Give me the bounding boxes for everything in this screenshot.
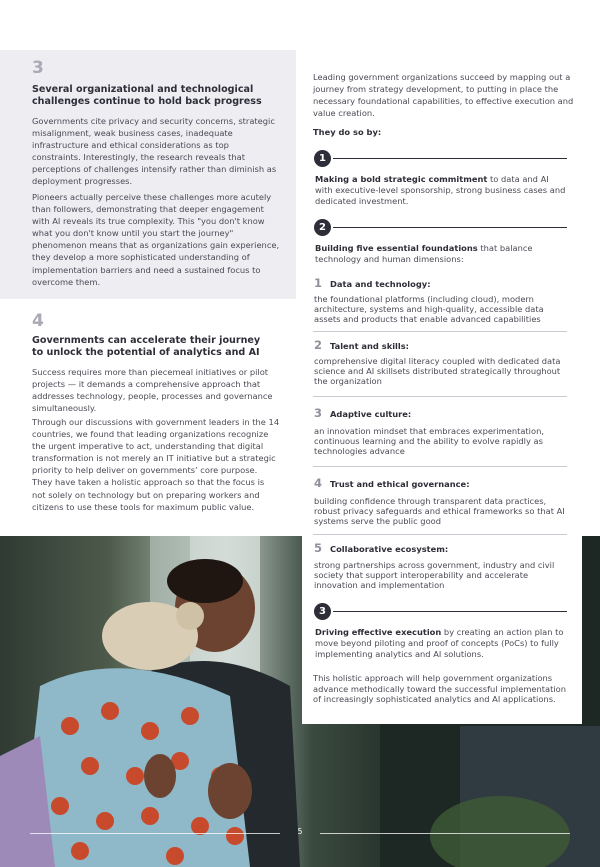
step-1-text [315, 174, 567, 207]
section-3-para2: Pioneers actually perceive these challenges more acutely than followers, demonstrating that deeper engagement with AI reveals its true complexity. This "you don't know what you don't know until you start the journey" phenomenon means that as organizations gain experience, they develop a more sophisticated understanding of implementation barriers and need a sustained focus to overcome them. [32, 192, 280, 287]
section-3-number: 3 [32, 58, 44, 78]
section-4-number: 4 [32, 311, 44, 331]
foundation-divider [313, 331, 567, 332]
page-number: 5 [297, 827, 303, 836]
section-4-heading-line2: to unlock the potential of analytics and AI [32, 346, 260, 358]
section-4-heading-line1: Governments can accelerate their journey [32, 335, 261, 346]
foundation-4-desc: building confidence through transparent data practices, robust privacy safeguards and ethical frameworks so that AI systems serve the public good [314, 496, 565, 527]
section-3-para1: Governments cite privacy and security concerns, strategic misalignment, weak business cases, inadequate infrastructure and ethical considerations as top constraints. Interestingly, the research reveals that perceptions of challenges intensify rather than diminish as deployment progresses. [32, 116, 277, 187]
foundation-divider [313, 534, 567, 535]
section-4-heading [32, 335, 272, 358]
step-2-bold: Building five essential foundations [315, 243, 478, 253]
section-3-heading-line1: Several organizational and technological [32, 84, 254, 95]
foundation-3-title: Adaptive culture: [330, 409, 412, 419]
step-2-text [315, 243, 567, 265]
step-2-rest: that balance technology and human dimensions: [315, 243, 533, 264]
section-4-para1: Success requires more than piecemeal initiatives or pilot projects — it demands a comprehensive approach that addresses technology, people, processes and governance simultaneously. [32, 367, 273, 414]
step-3-badge: 3 [314, 603, 331, 620]
intro-paragraph: Leading government organizations succeed by mapping out a journey from strategy development, to putting in place the necessary foundational capabilities, to effective execution and value creation. [313, 72, 574, 119]
foundation-divider [313, 396, 567, 397]
step-3-text [315, 627, 567, 660]
step-1-rest: to data and AI with executive-level sponsorship, strong business cases and dedicated investment. [315, 174, 566, 206]
right-panel [302, 50, 582, 724]
section-3-heading [32, 84, 272, 107]
foundation-3-number: 3 [314, 406, 323, 420]
foundation-1-title: Data and technology: [330, 279, 431, 289]
step-1-badge: 1 [314, 150, 331, 167]
foundation-1-number: 1 [314, 276, 323, 290]
foundation-4-title: Trust and ethical governance: [330, 479, 470, 489]
footer-rule-right [320, 833, 570, 834]
step-1-rule [333, 158, 567, 159]
foundation-1-desc: the foundational platforms (including cloud), modern architecture, systems and high-quality, accessible data assets and products that enable advanced capabilities [314, 294, 544, 325]
they-do-so-label: They do so by: [313, 127, 382, 137]
footer-rule-left [30, 833, 280, 834]
foundation-5-number: 5 [314, 541, 323, 555]
foundation-4-number: 4 [314, 476, 323, 490]
foundation-3-desc: an innovation mindset that embraces experimentation, continuous learning and the ability to evolve rapidly as technologies advance [314, 426, 544, 457]
foundation-5-desc: strong partnerships across government, industry and civil society that support interoperability and accelerate innovation and implementation [314, 560, 555, 591]
foundation-2-title: Talent and skills: [330, 341, 409, 351]
step-3-rule [333, 611, 567, 612]
foundation-2-number: 2 [314, 338, 323, 352]
foundation-divider [313, 466, 567, 467]
closing-paragraph: This holistic approach will help government organizations advance methodically toward the successful implementation of increasingly sophisticated analytics and AI applications. [313, 673, 566, 704]
step-3-rest: by creating an action plan to move beyond piloting and proof of concepts (PoCs) to fully implementing analytics and AI solutions. [315, 627, 564, 659]
step-2-badge: 2 [314, 219, 331, 236]
section-4-para2: Through our discussions with government leaders in the 14 countries, we found that leading organizations recognize the urgent imperative to act, understanding that digital transformation is not merely an IT initiative but a strategic priority to help deliver on governments’ core purpose. They have taken a holistic approach so that the focus is not solely on technology but on preparing workers and citizens to use these tools for maximum public value. [32, 417, 280, 512]
section-3-heading-line2: challenges continue to hold back progress [32, 95, 262, 107]
foundation-5-title: Collaborative ecosystem: [330, 544, 449, 554]
step-1-bold: Making a bold strategic commitment [315, 174, 488, 184]
step-2-rule [333, 227, 567, 228]
step-3-bold: Driving effective execution [315, 627, 442, 637]
foundation-2-desc: comprehensive digital literacy coupled with dedicated data science and AI skillsets distributed strategically throughout the organization [314, 356, 561, 387]
